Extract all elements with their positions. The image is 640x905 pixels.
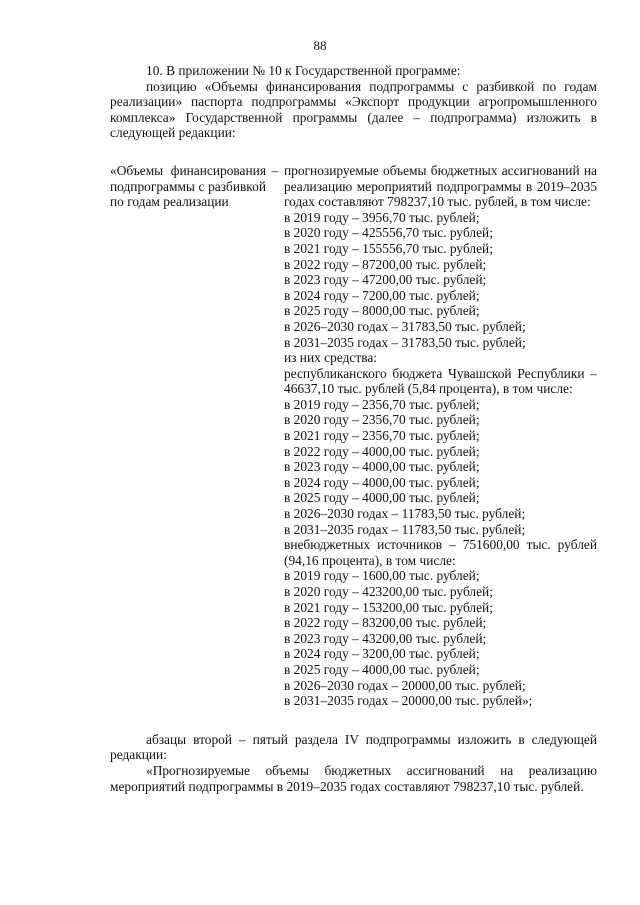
financing-year-line: в 2024 году – 4000,00 тыс. рублей; [284, 474, 480, 490]
extrabudget-years-list [284, 568, 597, 708]
financing-year-line: в 2022 году – 4000,00 тыс. рублей; [284, 443, 480, 459]
spacer [110, 141, 597, 163]
document-body [110, 63, 597, 794]
financing-year-line: в 2023 году – 43200,00 тыс. рублей; [284, 630, 487, 646]
financing-year-line: в 2020 году – 425556,70 тыс. рублей; [284, 225, 493, 241]
financing-year-line: в 2019 году – 1600,00 тыс. рублей; [284, 568, 480, 584]
financing-year-line: в 2025 году – 4000,00 тыс. рублей; [284, 661, 480, 677]
financing-year-line: в 2020 году – 423200,00 тыс. рублей; [284, 584, 493, 599]
financing-year-line: в 2019 году – 3956,70 тыс. рублей; [284, 209, 480, 225]
financing-year-line: в 2026–2030 годах – 20000,00 тыс. рублей; [284, 677, 526, 693]
spacer [110, 709, 597, 732]
financing-year-line: в 2019 году – 2356,70 тыс. рублей; [284, 396, 480, 412]
republic-budget-text: республиканского бюджета Чувашской Республики – 46637,10 тыс. рублей (5,84 процента), в том числе: [284, 365, 597, 397]
financing-year-line: в 2031–2035 годах – 11783,50 тыс. рублей; [284, 521, 526, 537]
amendment-intro: позицию «Объемы финансирования подпрограммы с разбивкой по годам реализации» паспорта подпрограммы «Экспорт продукции агропромышленного комплекса» Государственной программы (далее – подпрограмма) изложить в следующей редакции: [110, 78, 597, 141]
total-years-list [284, 210, 597, 350]
financing-year-line: в 2022 году – 87200,00 тыс. рублей; [284, 256, 487, 272]
financing-year-line: в 2031–2035 годах – 31783,50 тыс. рублей; [284, 334, 526, 350]
amendment-heading: 10. В приложении № 10 к Государственной программе: [146, 63, 461, 78]
financing-year-line: в 2023 году – 47200,00 тыс. рублей; [284, 272, 487, 288]
passport-row-label: «Объемы финансирования подпрограммы с разбивкой по годам реализации [110, 162, 266, 210]
financing-year-line: в 2026–2030 годах – 31783,50 тыс. рублей; [284, 318, 526, 334]
passport-row-value [284, 163, 597, 709]
passport-row-dash: – [271, 162, 279, 178]
financing-year-line: в 2021 году – 153200,00 тыс. рублей; [284, 599, 493, 615]
financing-year-line: в 2021 году – 2356,70 тыс. рублей; [284, 428, 480, 444]
total-financing-text: прогнозируемые объемы бюджетных ассигнований на реализацию мероприятий подпрограммы в 2019–2035 годах составляют 798237,10 тыс. рублей, в том числе: [284, 162, 597, 210]
financing-year-line: в 2024 году – 7200,00 тыс. рублей; [284, 287, 480, 303]
republic-years-list [284, 397, 597, 537]
section-amendment-para: абзацы второй – пятый раздела IV подпрограммы изложить в следующей редакции: [110, 731, 597, 763]
financing-year-line: в 2020 году – 2356,70 тыс. рублей; [284, 412, 480, 428]
financing-year-line: в 2022 году – 83200,00 тыс. рублей; [284, 615, 487, 631]
passport-financing-row [110, 163, 597, 709]
page-number: 88 [313, 38, 327, 53]
financing-year-line: в 2031–2035 годах – 20000,00 тыс. рублей»; [284, 693, 533, 709]
financing-year-line: в 2024 году – 3200,00 тыс. рублей; [284, 646, 480, 662]
financing-year-line: в 2025 году – 4000,00 тыс. рублей; [284, 490, 480, 506]
financing-year-line: в 2025 году – 8000,00 тыс. рублей; [284, 303, 480, 319]
financing-year-line: в 2026–2030 годах – 11783,50 тыс. рублей; [284, 506, 526, 522]
extrabudget-text: внебюджетных источников – 751600,00 тыс. рублей (94,16 процента), в том числе: [284, 537, 597, 568]
section-quote-para: «Прогнозируемые объемы бюджетных ассигнований на реализацию мероприятий подпрограммы в 2019–2035 годах составляют 798237,10 тыс. рублей. [110, 762, 597, 794]
financing-year-line: в 2023 году – 4000,00 тыс. рублей; [284, 459, 480, 475]
of-them-label: из них средства: [284, 350, 378, 366]
financing-year-line: в 2021 году – 155556,70 тыс. рублей; [284, 240, 493, 256]
